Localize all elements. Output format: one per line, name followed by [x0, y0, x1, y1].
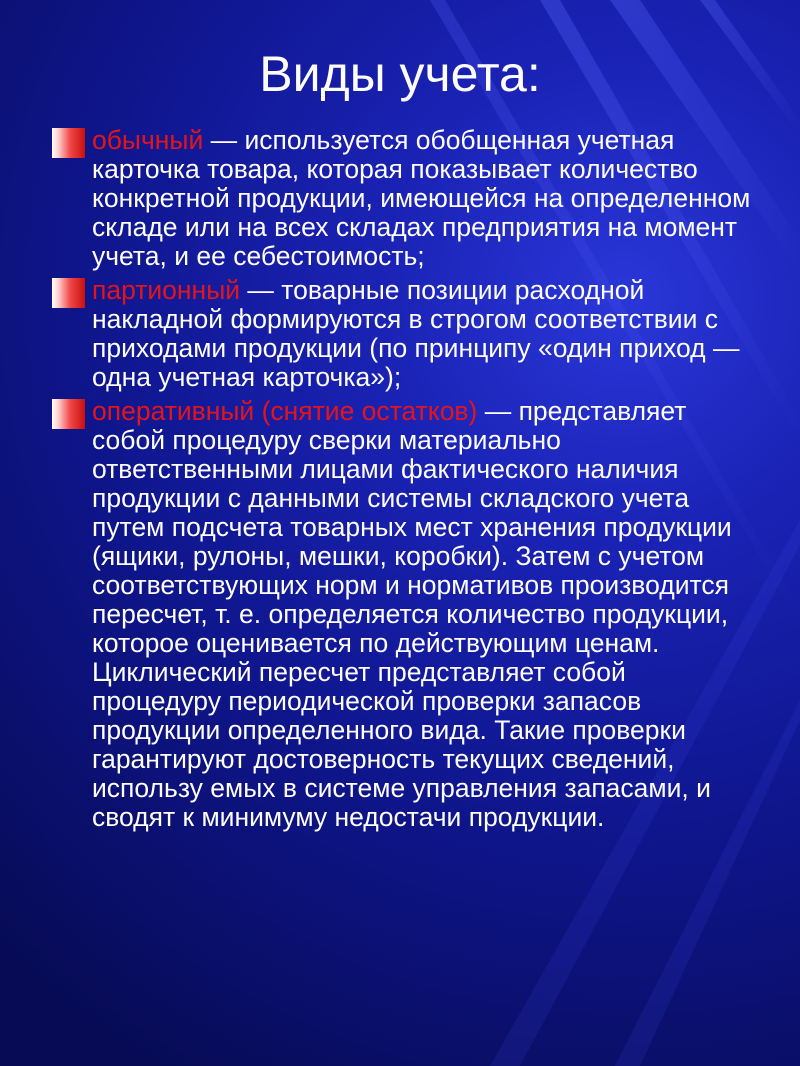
item-term: оперативный (снятие остатков) [92, 396, 478, 426]
item-text: — используется обобщенная учетная карточка товара, которая показывает количество конкретной продукции, имеющейся на определенном складе или на всех складах предприятия на момент учета, и ее себестоимость; [92, 125, 751, 271]
item-term: партионный [92, 275, 241, 305]
square-bullet-icon [52, 399, 85, 429]
list-item [52, 276, 752, 392]
square-bullet-icon [52, 128, 85, 158]
item-text: — товарные позиции расходной накладной формируются в строгом соответствии с приходами продукции (по принципу «один приход — одна учетная карточка»); [92, 275, 740, 392]
item-text: — представляет собой процедуру сверки материально ответственными лицами фактического наличия продукции с данными системы складского учета путем подсчета товарных мест хранения продукции (ящики, рулоны, мешки, коробки). Затем с учетом соответствующих норм и нормативов производится пересчет, т. е. определяется количество продукции, которое оценивается по действующим ценам. Циклический пересчет представляет собой процедуру периодической проверки запасов продукции определенного вида. Такие проверки гарантируют достоверность текущих сведений, использу емых в системе управления запасами, и сводят к минимуму недостачи продукции. [92, 396, 732, 832]
square-bullet-icon [52, 278, 85, 308]
list-item [52, 126, 752, 271]
bullet-list [52, 126, 752, 837]
list-item [52, 397, 752, 832]
slide-title: Виды учета: [259, 46, 541, 102]
item-term: обычный [92, 125, 204, 155]
